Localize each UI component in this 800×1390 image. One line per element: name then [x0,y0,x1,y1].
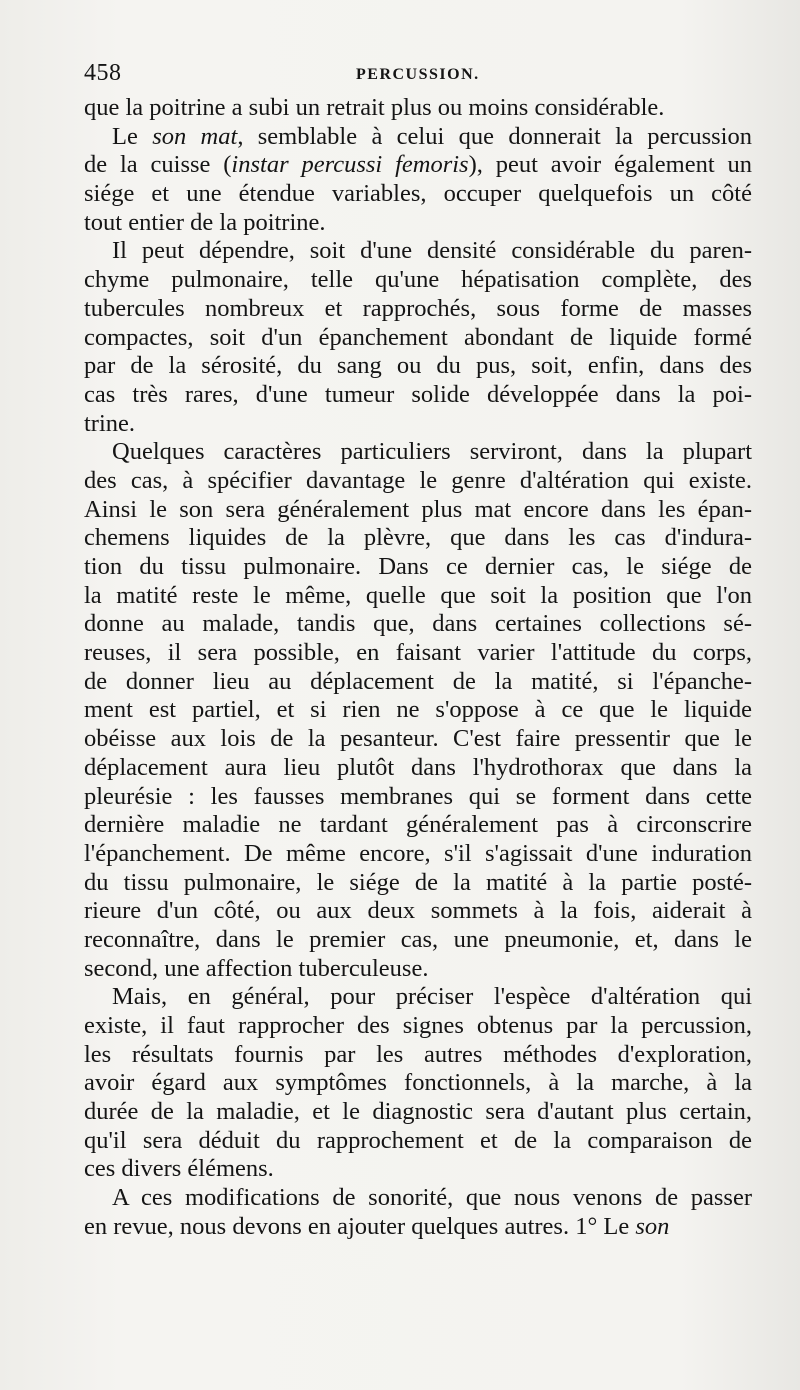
text-line: second, une affection tuberculeuse. [84,954,429,982]
text-line [84,123,752,152]
text-line: par de la sérosité, du sang ou du pus, soit, enfin, dans des [84,352,752,380]
text-line: durée de la maladie, et le diagnostic sera d'autant plus certain, [84,1098,752,1126]
text-line: chemens liquides de la plèvre, que dans les cas d'indura- [84,524,752,552]
page-number: 458 [84,60,122,86]
italic-text: son mat [152,122,238,150]
text-line: rieure d'un côté, ou aux deux sommets à la fois, aiderait à [84,897,752,925]
italic-text: son [635,1212,670,1240]
text-line: la matité reste le même, quelle que soit la position que l'on [84,581,752,609]
text-line: trine. [84,409,136,437]
text-line [84,151,752,180]
text-line [84,1213,752,1242]
text-line: chyme pulmonaire, telle qu'une hépatisation complète, des [84,266,752,294]
text-line: les résultats fournis par les autres méthodes d'exploration, [84,1040,752,1068]
text-line: Mais, en général, pour préciser l'espèce d'altération qui [112,983,752,1011]
text-line: qu'il sera déduit du rapprochement et de la comparaison de [84,1126,752,1154]
text-line: compactes, soit d'un épanchement abondant de liquide formé [84,323,752,351]
text-line: cas très rares, d'une tumeur solide développée dans la poi- [84,380,752,408]
text-line: de donner lieu au déplacement de la matité, si l'épanche- [84,667,752,695]
text-line: ment est partiel, et si rien ne s'oppose à ce que le liquide [84,696,752,724]
running-head: PERCUSSION. [356,66,480,83]
text-line: tout entier de la poitrine. [84,208,326,236]
text-line: obéisse aux lois de la pesanteur. C'est faire pressentir que le [84,725,752,753]
text-line: tion du tissu pulmonaire. Dans ce dernier cas, le siége de [84,553,752,580]
text-line: dernière maladie ne tardant généralement pas à circonscrire [84,811,752,839]
text-line: donne au malade, tandis que, dans certaines collections sé- [84,610,752,638]
text-segment: en revue, nous devons en ajouter quelques autres. 1° Le [84,1212,636,1240]
page-header [84,58,760,88]
text-line: ces divers élémens. [84,1155,274,1183]
text-segment: ), peut avoir également un [468,151,752,179]
text-line: pleurésie : les fausses membranes qui se forment dans cette [84,782,752,810]
text-line: siége et une étendue variables, occuper quelquefois un côté [84,180,752,208]
text-line: Ainsi le son sera généralement plus mat encore dans les épan- [84,495,752,523]
text-line: des cas, à spécifier davantage le genre d'altération qui existe. [84,466,752,494]
text-line: l'épanchement. De même encore, s'il s'agissait d'une induration [84,839,752,867]
text-line: que la poitrine a subi un retrait plus ou moins considérable. [84,94,665,121]
body-text [84,94,752,1242]
text-line: du tissu pulmonaire, le siége de la matité à la partie posté- [84,868,752,896]
italic-text: instar percussi femoris [231,151,469,179]
text-line: existe, il faut rapprocher des signes obtenus par la percussion, [84,1012,752,1039]
text-line: Il peut dépendre, soit d'une densité considérable du paren- [112,237,752,265]
text-line: avoir égard aux symptômes fonctionnels, à la marche, à la [84,1069,752,1097]
text-line: Quelques caractères particuliers serviront, dans la plupart [112,438,752,466]
text-line: A ces modifications de sonorité, que nous venons de passer [112,1184,752,1212]
text-line: reuses, il sera possible, en faisant varier l'attitude du corps, [84,639,752,667]
text-segment: de la cuisse ( [84,151,232,179]
text-segment: Le [112,122,153,150]
text-line: tubercules nombreux et rapprochés, sous forme de masses [84,294,752,322]
text-segment: , semblable à celui que donnerait la percussion [237,122,752,150]
text-line: reconnaître, dans le premier cas, une pneumonie, et, dans le [84,925,752,953]
text-line: déplacement aura lieu plutôt dans l'hydrothorax que dans la [84,753,752,781]
